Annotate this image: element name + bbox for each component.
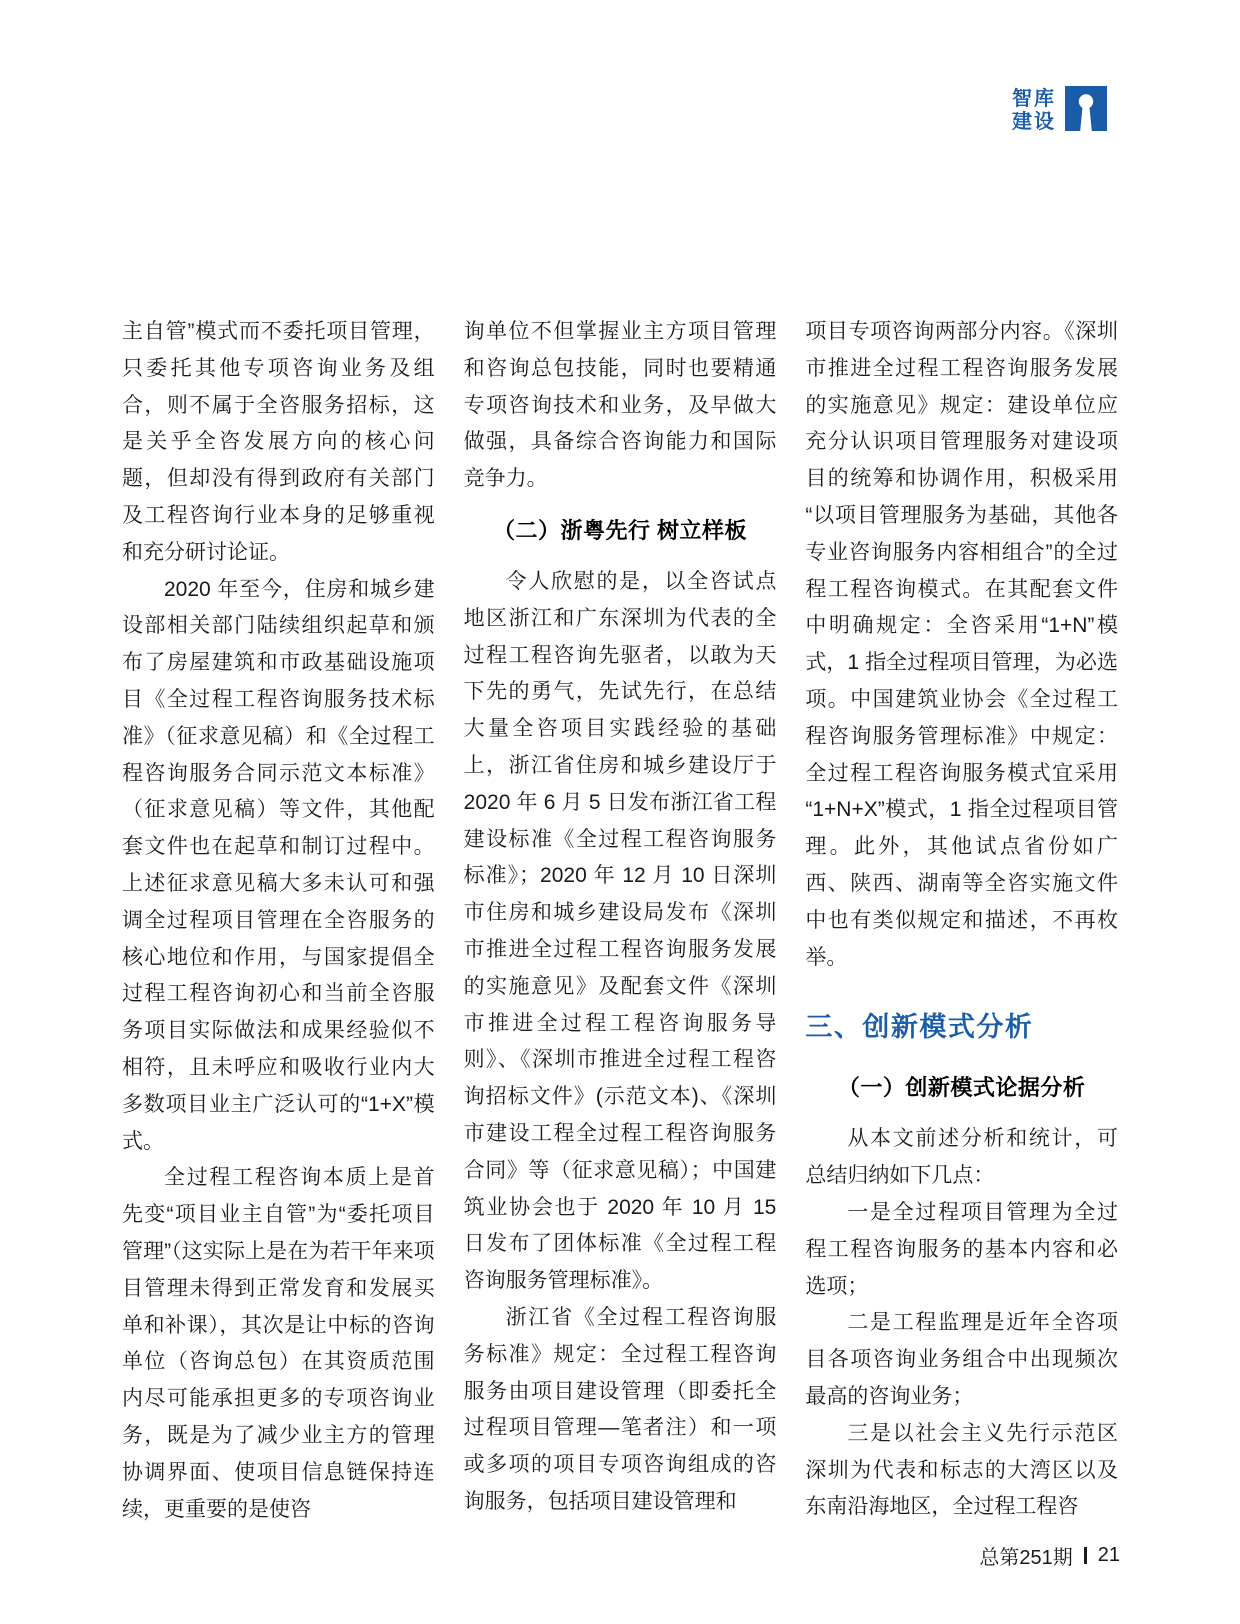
text-column-1: [122, 314, 435, 1528]
text-column-3: [805, 314, 1118, 1528]
keyhole-icon: [1065, 86, 1107, 136]
magazine-logo: [1012, 86, 1107, 136]
footer-separator-bar: [1084, 1547, 1087, 1564]
issue-label: 总第251期: [979, 1547, 1073, 1569]
article-columns: [122, 314, 1118, 1528]
text-column-2: [464, 314, 777, 1528]
subsection-heading: （二）浙粤先行 树立样板: [492, 517, 748, 543]
paragraph: 全过程工程咨询本质上是首先变“项目业主自管”为“委托项目管理”（这实际上是在为若干年来项目管理未得到正常发育和发展买单和补课），其次是让中标的咨询单位（咨询总包）在其资质范围内尽可能承担更多的专项咨询业务，既是为了减少业主方的管理协调界面、使项目信息链保持连续，更重要的是使咨: [122, 1166, 435, 1521]
paragraph: 2020 年至今，住房和城乡建设部相关部门陆续组织起草和颁布了房屋建筑和市政基础设施项目《全过程工程咨询服务技术标准》（征求意见稿）和《全过程工程咨询服务合同示范文本标准》（征求意见稿）等文件，其他配套文件也在起草和制订过程中。上述征求意见稿大多未认可和强调全过程项目管理在全咨服务的核心地位和作用，与国家提倡全过程工程咨询初心和当前全咨服务项目实际做法和成果经验似不相符，且未呼应和吸收行业内大多数项目业主广泛认可的“1+X”模式。: [122, 577, 435, 1153]
logo-text: [1012, 88, 1056, 134]
page-footer: [979, 1541, 1120, 1570]
paragraph: 二是工程监理是近年全咨项目各项咨询业务组合中出现频次最高的咨询业务；: [805, 1311, 1119, 1408]
paragraph: 询单位不但掌握业主方项目管理和咨询总包技能，同时也要精通专项咨询技术和业务，及早做大做强，具备综合咨询能力和国际竞争力。: [463, 320, 777, 491]
logo-text-line1: 智库: [1012, 88, 1056, 110]
paragraph: 主自管”模式而不委托项目管理，只委托其他专项咨询业务及组合，则不属于全咨服务招标，这是关乎全咨发展方向的核心问题，但却没有得到政府有关部门及工程咨询行业本身的足够重视和充分研讨论证。: [122, 320, 435, 564]
paragraph: 项目专项咨询两部分内容。《深圳市推进全过程工程咨询服务发展的实施意见》规定：建设单位应充分认识项目管理服务对建设项目的统筹和协调作用，积极采用“以项目管理服务为基础，其他各专业咨询服务内容相组合”的全过程工程咨询模式。在其配套文件中明确规定：全咨采用“1+N”模式，1 指全过程项目管理，为必选项。中国建筑业协会《全过程工程咨询服务管理标准》中规定：全过程工程咨询服务模式宜采用“1+N+X”模式，1 指全过程项目管理。此外，其他试点省份如广西、陕西、湖南等全咨实施文件中也有类似规定和描述，不再枚举。: [805, 320, 1119, 969]
paragraph: 三是以社会主义先行示范区深圳为代表和标志的大湾区以及东南沿海地区，全过程工程咨: [805, 1421, 1119, 1519]
section-heading: 三、创新模式分析: [805, 1012, 1034, 1043]
paragraph: 从本文前述分析和统计，可总结归纳如下几点：: [805, 1127, 1119, 1188]
paragraph: 浙江省《全过程工程咨询服务标准》规定：全过程工程咨询服务由项目建设管理（即委托全过程项目管理—笔者注）和一项或多项的项目专项咨询组成的咨询服务，包括项目建设管理和: [463, 1305, 777, 1513]
paragraph: 一是全过程项目管理为全过程工程咨询服务的基本内容和必选项；: [805, 1200, 1119, 1298]
subsection-heading: （一）创新模式论据分析: [837, 1075, 1086, 1101]
logo-text-line2: 建设: [1012, 111, 1056, 133]
paragraph: 令人欣慰的是，以全咨试点地区浙江和广东深圳为代表的全过程工程咨询先驱者，以敢为天下先的勇气，先试先行，在总结大量全咨项目实践经验的基础上，浙江省住房和城乡建设厅于 2020 年 6 月 5 日发布浙江省工程建设标准《全过程工程咨询服务标准》；2020 年 12 月 10 日深圳市住房和城乡建设局发布《深圳市推进全过程工程咨询服务发展的实施意见》及配套文件《深圳市推进全过程工程咨询服务导则》、《深圳市推进全过程工程咨询招标文件》(示范文本)、《深圳市建设工程全过程工程咨询服务合同》等（征求意见稿）；中国建筑业协会也于 2020 年 10 月 15 日发布了团体标准《全过程工程咨询服务管理标准》。: [463, 569, 777, 1293]
page-number: 21: [1097, 1544, 1120, 1566]
